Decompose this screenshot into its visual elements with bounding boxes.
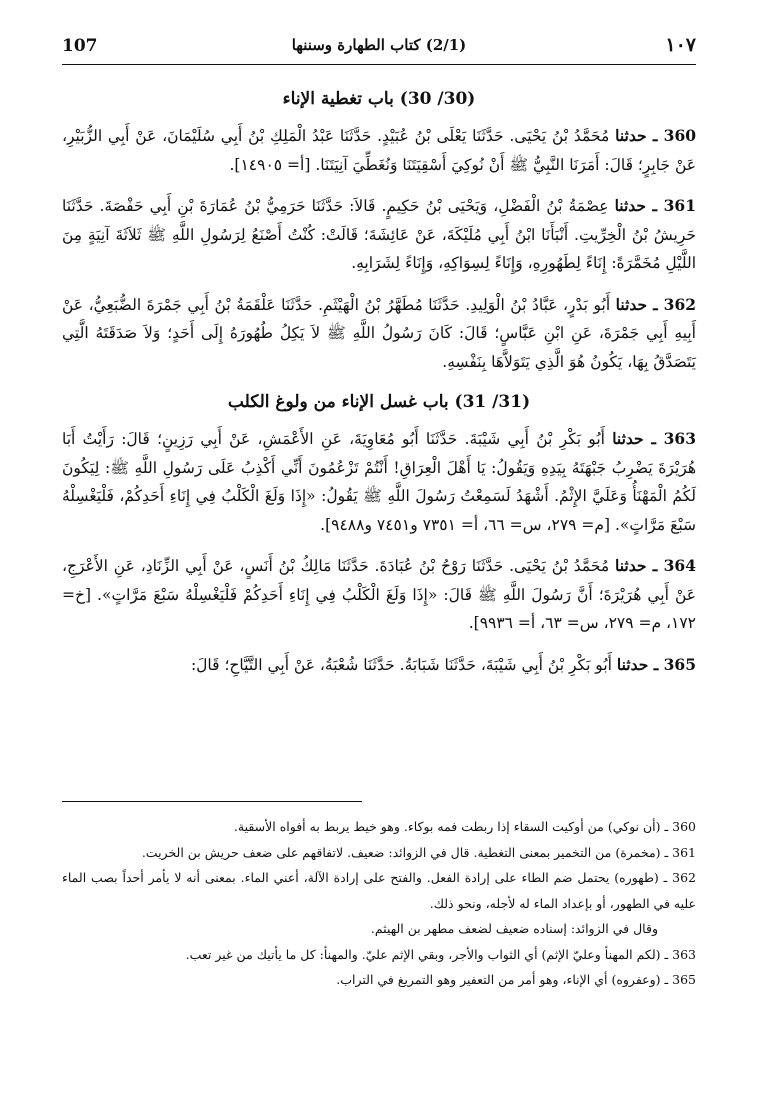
chapter-title: (30/ 30) باب تغطية الإناء [282,89,476,109]
footnote-362-zawaid: وقال في الزوائد: إسناده ضعيف لضعف مطهر بن الهيثم. [370,921,658,936]
hadith-360 [62,122,696,179]
footnote-362: 362 ـ (طهوره) يحتمل ضم الطاء على إرادة الفعل. والفتح على إرادة الآلة، أعني الماء. بمعنى أنه لا يأمر أحداً بصب الماء عليه في الطهور، أو بإعداد الماء له لأجله، ونحو ذلك. [62,870,696,911]
hadith-362 [62,291,696,377]
hadith-lead: 360 ـ حدثنا [615,126,697,145]
hadith-361 [62,192,696,278]
main-text [62,86,696,692]
footnote-divider [62,801,362,802]
page-header [62,30,696,65]
page-number-arabic: ١٠٧ [665,34,696,56]
hadith-text: مُحَمَّدُ بْنُ يَحْيَى. حَدَّثَنَا رَوْحُ بْنُ عُبَادَةَ. حَدَّثَنَا مَالِكُ بْنُ أَنَسٍ، عَنْ أَبِي الزِّنَادِ، عَنِ الأَعْرَجِ، عَنْ أَبِي هُرَيْرَةَ؛ أَنَّ رَسُولَ اللَّهِ ﷺ قَالَ: «إِذَا وَلَغَ الْكَلْبُ فِي إِنَاءِ أَحَدِكُمْ فَلْيَغْسِلْهُ سَبْعَ مَرَّاتٍ». [خ= ١٧٢، م= ٢٧٩، س= ٦٣، أ= ٩٩٣٦]. [62,557,696,632]
footnote-361: 361 ـ (مخمرة) من التخمير بمعنى التغطية. قال في الزوائد: ضعيف. لاتفاقهم على ضعف حريش بن الخريت. [141,844,696,860]
hadith-text: عِصْمَةُ بْنُ الْفَضْلِ، وَيَحْيَى بْنُ حَكِيمٍ. قَالاَ: حَدَّثَنَا حَرَمِيُّ بْنُ عُمَارَةَ بْنِ أَبِي حَفْصَةَ. حَدَّثَنَا حَرِيشُ بْنُ الْخِرِّيتِ. أَنْبَأَنَا ابْنُ أَبِي مُلَيْكَةَ، عَنْ عَائِشَةَ؛ قَالَتْ: كُنْتُ أَصْنَعُ لِرَسُولِ اللَّهِ ﷺ ثَلاَثَةَ آنِيَةٍ مِنَ اللَّيْلِ مُخَمَّرَةً: إِنَاءً لِطَهُورِهِ، وَإِنَاءً لِسِوَاكِهِ، وَإِنَاءً لِشَرَابِهِ. [62,197,696,272]
footnote-363: 363 ـ (لكم المهنأ وعليّ الإثم) أي الثواب والأجر، وبقي الإثم عليّ. والمهنأ: كل ما يأتيك من غير تعب. [185,946,696,962]
footnotes [62,814,696,993]
footnote-360: 360 ـ (أن نوكي) من أوكيت السقاء إذا ربطت فمه بوكاء. وهو خيط يربط به أفواه الأسقية. [233,819,696,834]
hadith-lead: 362 ـ حدثنا [615,294,697,314]
running-title: (2/1) كتاب الطهارة وسننها [291,36,467,54]
hadith-text: أَبُو بَكْرِ بْنُ أَبِي شَيْبَةَ. حَدَّثَنَا أَبُو مُعَاوِيَةَ، عَنِ الأَعْمَشِ، عَنْ أَبِي رَزِينٍ؛ قَالَ: رَأَيْتُ أَبَا هُرَيْرَةَ يَضْرِبُ جَبْهَتَهُ بِيَدِهِ وَيَقُولُ: يَا أَهْلَ الْعِرَاقِ! أَنْتُمْ تَزْعُمُونَ أَنِّي أَكْذِبُ عَلَى رَسُولِ اللَّهِ ﷺ: لِيَكُونَ لَكُمُ الْمَهْنَأُ وَعَلَيَّ الإِثْمُ. أَشْهَدُ لَسَمِعْتُ رَسُولَ اللَّهِ ﷺ يَقُولُ: «إِذَا وَلَغَ الْكَلْبُ فِي إِنَاءِ أَحَدِكُمْ، فَلْيَغْسِلْهُ سَبْعَ مَرَّاتٍ». [م= ٢٧٩، س= ٦٦، أ= ٧٣٥١ و٧٤٥١ و٩٤٨٨]. [62,430,696,534]
hadith-365 [62,651,696,680]
hadith-363 [62,425,696,539]
hadith-lead: 364 ـ حدثنا [615,556,696,575]
hadith-364 [62,552,696,638]
footnote-365: 365 ـ (وعفروه) أي الإناء، وهو أمر من التعفير وهو التمريغ في التراب. [336,972,696,987]
hadith-text: أَبُو بَدْرٍ، عَبَّادُ بْنُ الْوَلِيدِ. حَدَّثَنَا مُطَهَّرُ بْنُ الْهَيْثَمِ. حَدَّثَنَا عَلْقَمَةُ بْنُ أَبِي جَمْرَةَ الضُّبَعِيُّ، عَنْ أَبِيهِ أَبِي جَمْرَةَ، عَنِ ابْنِ عَبَّاسٍ؛ قَالَ: كَانَ رَسُولُ اللَّهِ ﷺ لاَ يَكِلُ طُهُورَهُ إِلَى أَحَدٍ؛ وَلاَ صَدَقَتَهُ الَّتِي يَتَصَدَّقُ بِهَا، يَكُونُ هُوَ الَّذِي يَتَوَلاَّهَا بِنَفْسِهِ. [62,295,696,371]
hadith-text: أَبُو بَكْرِ بْنُ أَبِي شَيْبَةَ، حَدَّثَنَا شَبَابَةُ. حَدَّثَنَا شُعْبَةُ، عَنْ أَبِي التَّيَّاحِ؛ قَالَ: [190,655,617,674]
chapter-title: (31/ 31) باب غسل الإناء من ولوغ الكلب [227,392,531,412]
hadith-text: مُحَمَّدُ بْنُ يَحْيَى. حَدَّثَنَا يَعْلَى بْنُ عُبَيْدٍ. حَدَّثَنَا عَبْدُ الْمَلِكِ بْنُ أَبِي سُلَيْمَانَ، عَنْ أَبِي الزُّبَيْرِ، عَنْ جَابِرٍ؛ قَالَ: أَمَرَنَا النَّبِيُّ ﷺ أَنْ نُوكِيَ أَسْقِيَتَنَا وَنُغَطِّيَ آنِيَتَنَا. [أ= ١٤٩٠٥]. [62,127,696,174]
hadith-lead: 361 ـ حدثنا [614,196,696,215]
hadith-lead: 363 ـ حدثنا [612,429,696,448]
hadith-lead: 365 ـ حدثنا [616,654,696,674]
page-number-latin: 107 [62,36,98,56]
